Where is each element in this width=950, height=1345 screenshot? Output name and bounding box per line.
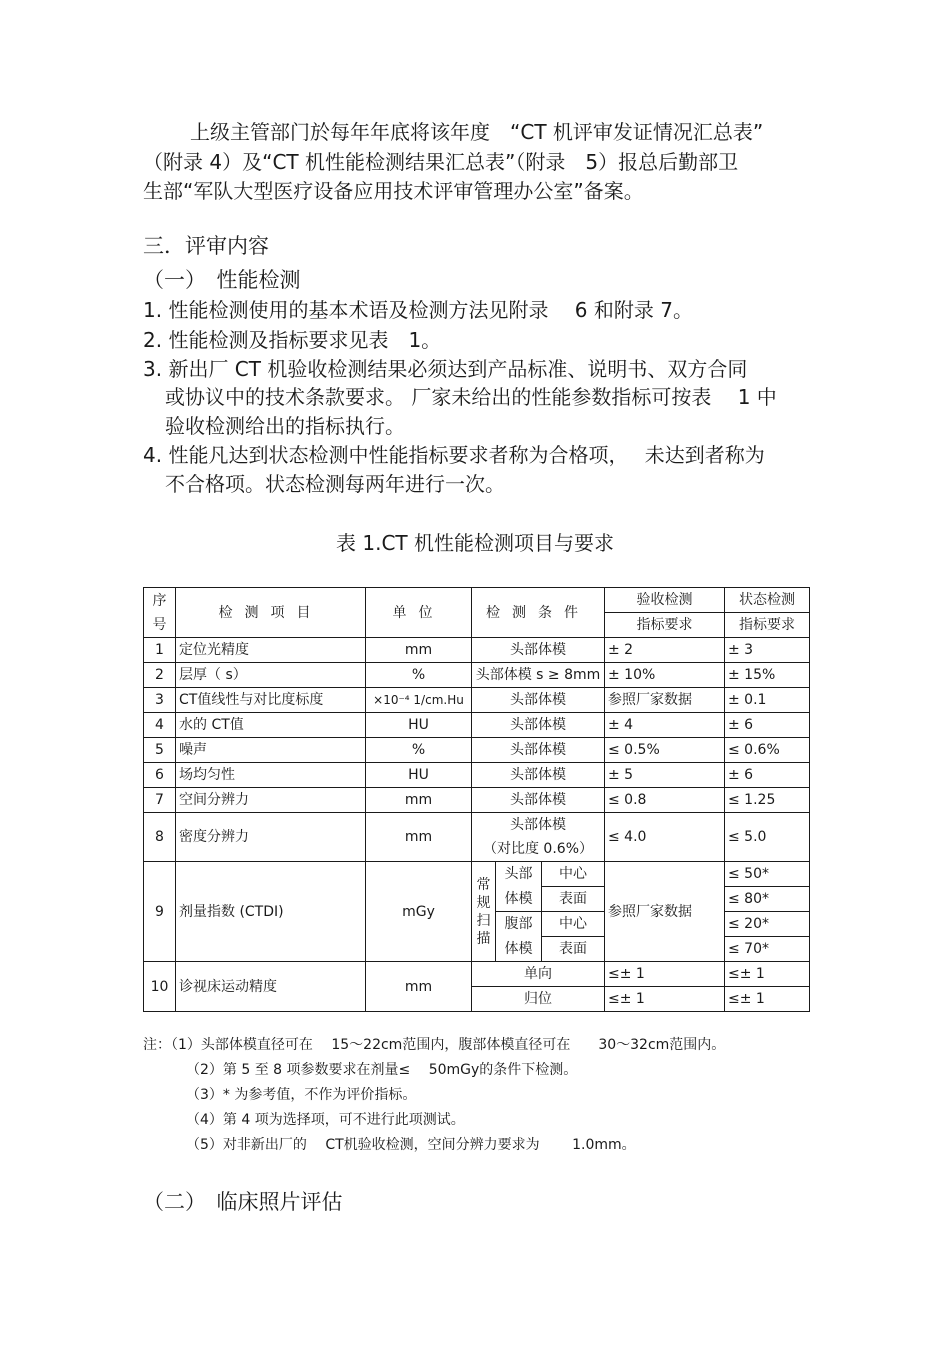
section-title: 三．评审内容	[143, 234, 269, 258]
row-state: ≤ 80*	[725, 887, 810, 912]
table-row	[144, 763, 810, 788]
spec-table	[143, 587, 810, 1012]
scan-type-label: 常 规 扫 描	[472, 862, 496, 962]
row-item: 剂量指数 (CTDI)	[176, 862, 366, 962]
row-item: 水的 CT值	[176, 713, 366, 738]
row-item: 场均匀性	[176, 763, 366, 788]
row-item: 定位光精度	[176, 638, 366, 663]
table-notes	[143, 1033, 725, 1158]
row-item: 层厚（ s）	[176, 663, 366, 688]
note-2: （2）第 5 至 8 项参数要求在剂量≤ 50mGy的条件下检测。	[186, 1062, 578, 1078]
row-number: 4	[144, 713, 176, 738]
row-acceptance: 参照厂家数据	[605, 862, 725, 962]
row-number: 2	[144, 663, 176, 688]
row-acceptance: ± 10%	[605, 663, 725, 688]
row-item: 密度分辨力	[176, 813, 366, 862]
row-acceptance: ≤ 4.0	[605, 813, 725, 862]
subsection-title-2: （二） 临床照片评估	[143, 1190, 343, 1214]
table-row	[144, 813, 810, 838]
row-number: 7	[144, 788, 176, 813]
list-item-3: 3. 新出厂 CT 机验收检测结果必须达到产品标准、说明书、双方合同	[143, 357, 748, 381]
position-center: 中心	[542, 912, 605, 937]
row-state: ≤ 50*	[725, 862, 810, 887]
row-acceptance: ≤ 0.5%	[605, 738, 725, 763]
header-unit: 单位	[366, 588, 472, 638]
row-item: 空间分辨力	[176, 788, 366, 813]
intro-line-1: 上级主管部门於每年年底将该年度 “CT 机评审发证情况汇总表”	[190, 120, 764, 144]
row-condition: 头部体模	[472, 738, 605, 763]
table-row	[144, 962, 810, 987]
row-condition: 单向	[472, 962, 605, 987]
row-acceptance: ± 2	[605, 638, 725, 663]
row-unit: HU	[366, 763, 472, 788]
list-item-2: 2. 性能检测及指标要求见表 1。	[143, 328, 442, 352]
table-header-row-1	[144, 588, 810, 613]
note-3: （3）* 为参考值，不作为评价指标。	[186, 1087, 417, 1103]
row-acceptance: ± 5	[605, 763, 725, 788]
row-acceptance: ≤± 1	[605, 987, 725, 1012]
row-condition: 头部体模	[472, 788, 605, 813]
row-number: 5	[144, 738, 176, 763]
row-acceptance: ≤ 0.8	[605, 788, 725, 813]
position-surface: 表面	[542, 937, 605, 962]
position-surface: 表面	[542, 887, 605, 912]
row-condition: 归位	[472, 987, 605, 1012]
row-state: ± 6	[725, 763, 810, 788]
row-unit: mGy	[366, 862, 472, 962]
list-item-1: 1. 性能检测使用的基本术语及检测方法见附录 6 和附录 7。	[143, 298, 693, 322]
row-state: ≤ 5.0	[725, 813, 810, 862]
row-state: ± 0.1	[725, 688, 810, 713]
table-row	[144, 713, 810, 738]
row-state: ± 15%	[725, 663, 810, 688]
row-unit: ×10⁻⁴ 1/cm.Hu	[366, 688, 472, 713]
table-row	[144, 862, 810, 887]
row-number: 10	[144, 962, 176, 1012]
row-number: 1	[144, 638, 176, 663]
header-condition: 检测条件	[472, 588, 605, 638]
row-condition: 头部体模	[472, 638, 605, 663]
position-center: 中心	[542, 862, 605, 887]
row-acceptance: ≤± 1	[605, 962, 725, 987]
row-number: 6	[144, 763, 176, 788]
intro-line-2: （附录 4）及“CT 机性能检测结果汇总表”（附录 5）报总后勤部卫	[143, 150, 739, 174]
intro-line-3: 生部“军队大型医疗设备应用技术评审管理办公室”备案。	[143, 179, 644, 203]
subsection-title-1: （一） 性能检测	[143, 268, 301, 292]
row-condition-note: （对比度 0.6%）	[472, 837, 605, 862]
row-condition: 头部体模 s ≥ 8mm	[472, 663, 605, 688]
row-unit: mm	[366, 638, 472, 663]
row-number: 3	[144, 688, 176, 713]
row-acceptance: 参照厂家数据	[605, 688, 725, 713]
header-acceptance-req: 指标要求	[605, 613, 725, 638]
row-item: CT值线性与对比度标度	[176, 688, 366, 713]
table-row	[144, 788, 810, 813]
row-unit: mm	[366, 813, 472, 862]
row-condition: 头部体模	[472, 713, 605, 738]
row-state: ≤ 70*	[725, 937, 810, 962]
row-unit: %	[366, 738, 472, 763]
row-item: 诊视床运动精度	[176, 962, 366, 1012]
table-row	[144, 663, 810, 688]
header-acceptance: 验收检测	[605, 588, 725, 613]
row-unit: mm	[366, 962, 472, 1012]
table-row	[144, 738, 810, 763]
row-state: ≤± 1	[725, 962, 810, 987]
list-item-3-cont2: 验收检测给出的指标执行。	[165, 414, 405, 438]
note-5: （5）对非新出厂的 CT机验收检测，空间分辨力要求为 1.0mm。	[186, 1137, 636, 1153]
header-seq: 序 号	[144, 588, 176, 638]
table-row	[144, 688, 810, 713]
header-state-req: 指标要求	[725, 613, 810, 638]
list-item-4-cont: 不合格项。状态检测每两年进行一次。	[165, 472, 505, 496]
header-item: 检测项目	[176, 588, 366, 638]
row-condition: 头部体模	[472, 813, 605, 838]
list-item-3-cont: 或协议中的技术条款要求。 厂家未给出的性能参数指标可按表 1 中	[165, 385, 777, 409]
note-4: （4）第 4 项为选择项，可不进行此项测试。	[186, 1112, 465, 1128]
row-state: ± 3	[725, 638, 810, 663]
row-unit: HU	[366, 713, 472, 738]
row-unit: %	[366, 663, 472, 688]
row-unit: mm	[366, 788, 472, 813]
list-item-4: 4. 性能凡达到状态检测中性能指标要求者称为合格项， 未达到者称为	[143, 443, 765, 467]
abdomen-phantom-label: 腹部	[496, 912, 542, 937]
row-state: ± 6	[725, 713, 810, 738]
head-phantom-label-2: 体模	[496, 887, 542, 912]
row-number: 9	[144, 862, 176, 962]
row-state: ≤± 1	[725, 987, 810, 1012]
abdomen-phantom-label-2: 体模	[496, 937, 542, 962]
row-state: ≤ 20*	[725, 912, 810, 937]
row-item: 噪声	[176, 738, 366, 763]
row-acceptance: ± 4	[605, 713, 725, 738]
row-condition: 头部体模	[472, 688, 605, 713]
row-condition: 头部体模	[472, 763, 605, 788]
head-phantom-label: 头部	[496, 862, 542, 887]
table-caption: 表 1.CT 机性能检测项目与要求	[336, 531, 614, 555]
table-row	[144, 638, 810, 663]
row-state: ≤ 0.6%	[725, 738, 810, 763]
note-1: 注：（1）头部体模直径可在 15～22cm范围内，腹部体模直径可在 30～32cm范围内。	[143, 1037, 726, 1053]
row-state: ≤ 1.25	[725, 788, 810, 813]
header-state: 状态检测	[725, 588, 810, 613]
row-number: 8	[144, 813, 176, 862]
